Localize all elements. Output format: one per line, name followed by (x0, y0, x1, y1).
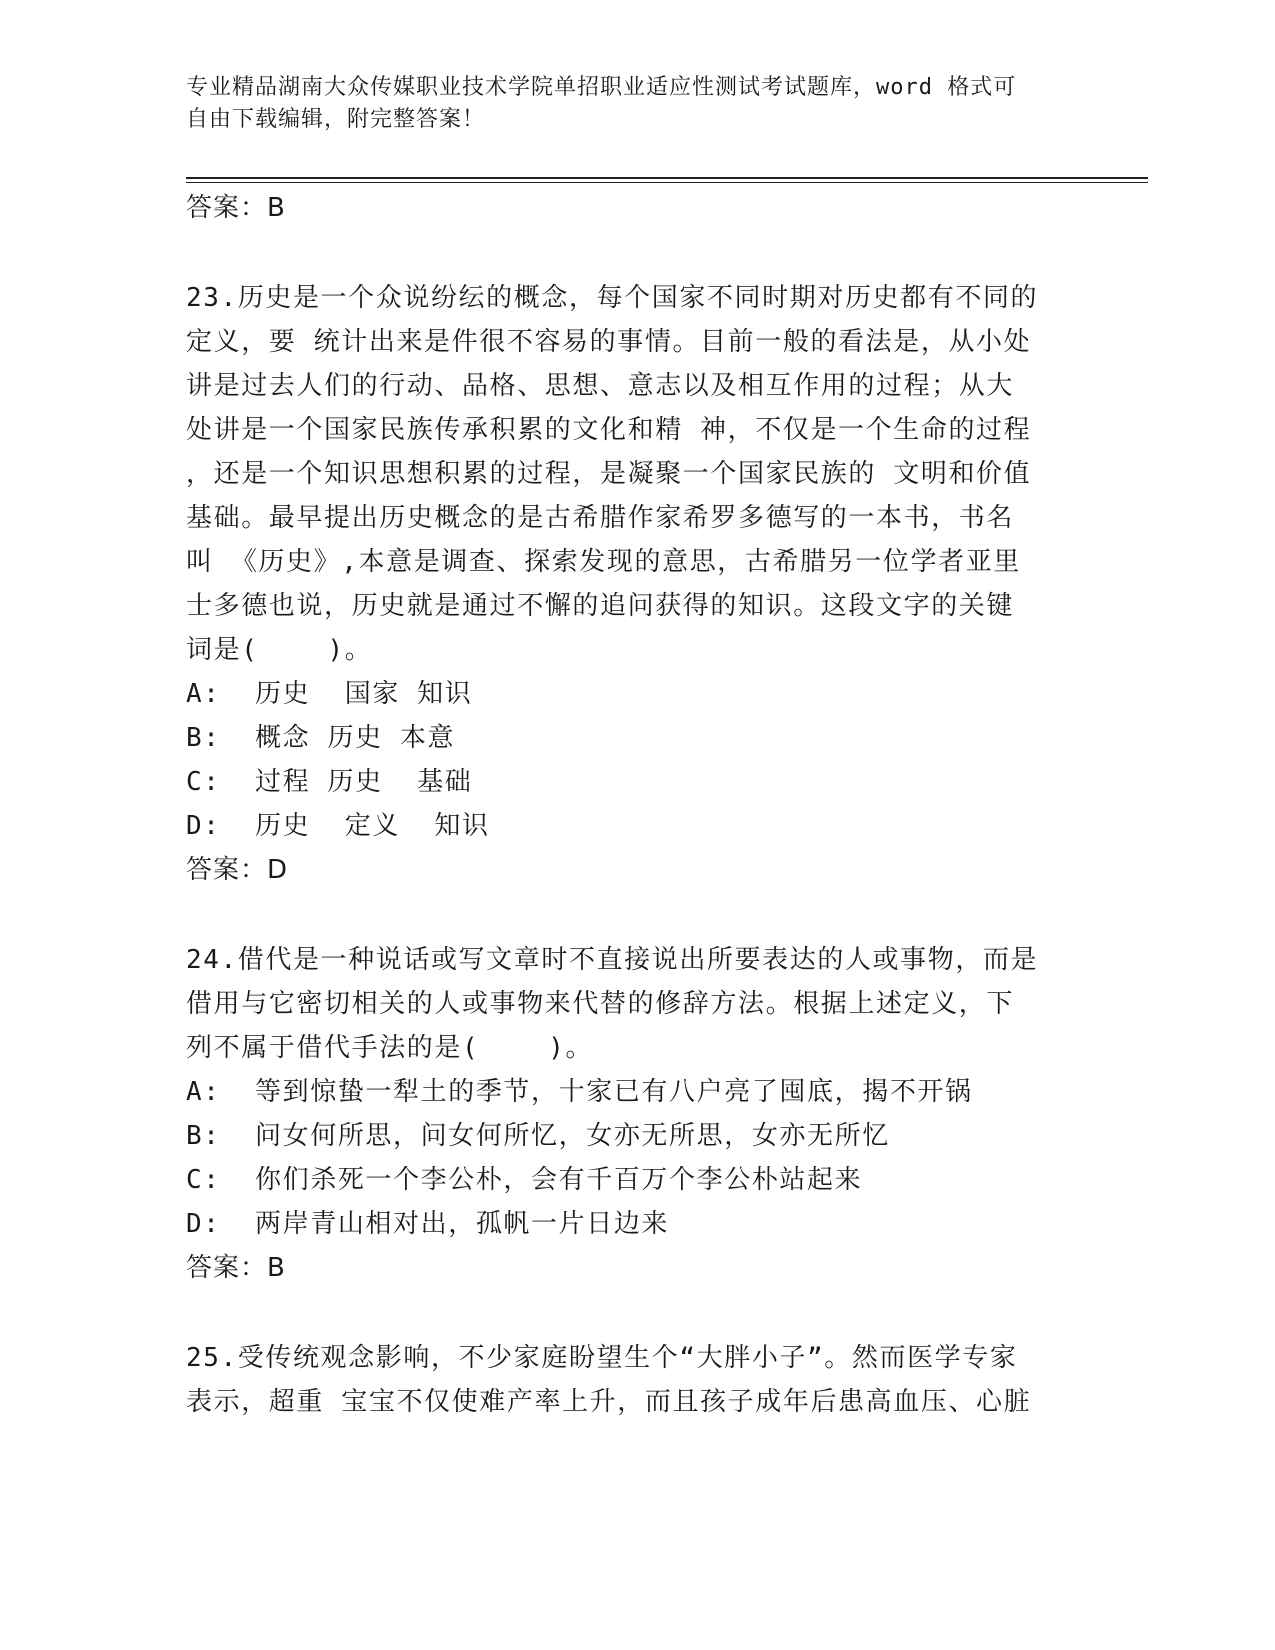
q23-answer: 答案：D (186, 855, 289, 885)
q23-line: ，还是一个知识思想积累的过程，是凝聚一个国家民族的 文明和价值 (186, 459, 1032, 489)
q24-option-a: A: 等到惊蛰一犁土的季节，十家已有八户亮了囤底，揭不开锅 (186, 1077, 973, 1107)
q24-option-d: D: 两岸青山相对出，孤帆一片日边来 (186, 1209, 670, 1239)
q25-line: 表示，超重 宝宝不仅使难产率上升，而且孩子成年后患高血压、心脏 (186, 1387, 1032, 1417)
q23-line: 23.历史是一个众说纷纭的概念，每个国家不同时期对历史都有不同的 (186, 283, 1039, 313)
q23-option-a: A: 历史 国家 知识 (186, 679, 473, 709)
q23-option-c: C: 过程 历史 基础 (186, 767, 473, 797)
q23-option-b: B: 概念 历史 本意 (186, 723, 456, 753)
q24-line: 借用与它密切相关的人或事物来代替的修辞方法。根据上述定义，下 (186, 989, 1015, 1019)
q24-option-c: C: 你们杀死一个李公朴，会有千百万个李公朴站起来 (186, 1165, 863, 1195)
q23-line: 处讲是一个国家民族传承积累的文化和精 神，不仅是一个生命的过程 (186, 415, 1032, 445)
q25-line: 25.受传统观念影响，不少家庭盼望生个“大胖小子”。然而医学专家 (186, 1343, 1018, 1373)
q23-line: 士多德也说，历史就是通过不懈的追问获得的知识。这段文字的关键 (186, 591, 1015, 621)
q24-line: 24.借代是一种说话或写文章时不直接说出所要表达的人或事物，而是 (186, 945, 1039, 975)
q23-line: 基础。最早提出历史概念的是古希腊作家希罗多德写的一本书，书名 (186, 503, 1015, 533)
q23-option-d: D: 历史 定义 知识 (186, 811, 490, 841)
q23-line: 讲是过去人们的行动、品格、思想、意志以及相互作用的过程；从大 (186, 371, 1015, 401)
q24-answer: 答案：B (186, 1253, 286, 1283)
q23-line: 词是( )。 (186, 635, 373, 665)
answer-22: 答案：B (186, 193, 286, 223)
q24-option-b: B: 问女何所思，问女何所忆，女亦无所思，女亦无所忆 (186, 1121, 890, 1151)
q23-line: 叫 《历史》,本意是调查、探索发现的意思，古希腊另一位学者亚里 (186, 547, 1021, 577)
q23-line: 定义，要 统计出来是件很不容易的事情。目前一般的看法是，从小处 (186, 327, 1032, 357)
page-header: 专业精品湖南大众传媒职业技术学院单招职业适应性测试考试题库，word 格式可 自由下载编辑，附完整答案！ (186, 75, 1017, 132)
header-divider (186, 177, 1148, 179)
header-divider-thin (186, 182, 1148, 183)
q24-line: 列不属于借代手法的是( )。 (186, 1033, 594, 1063)
